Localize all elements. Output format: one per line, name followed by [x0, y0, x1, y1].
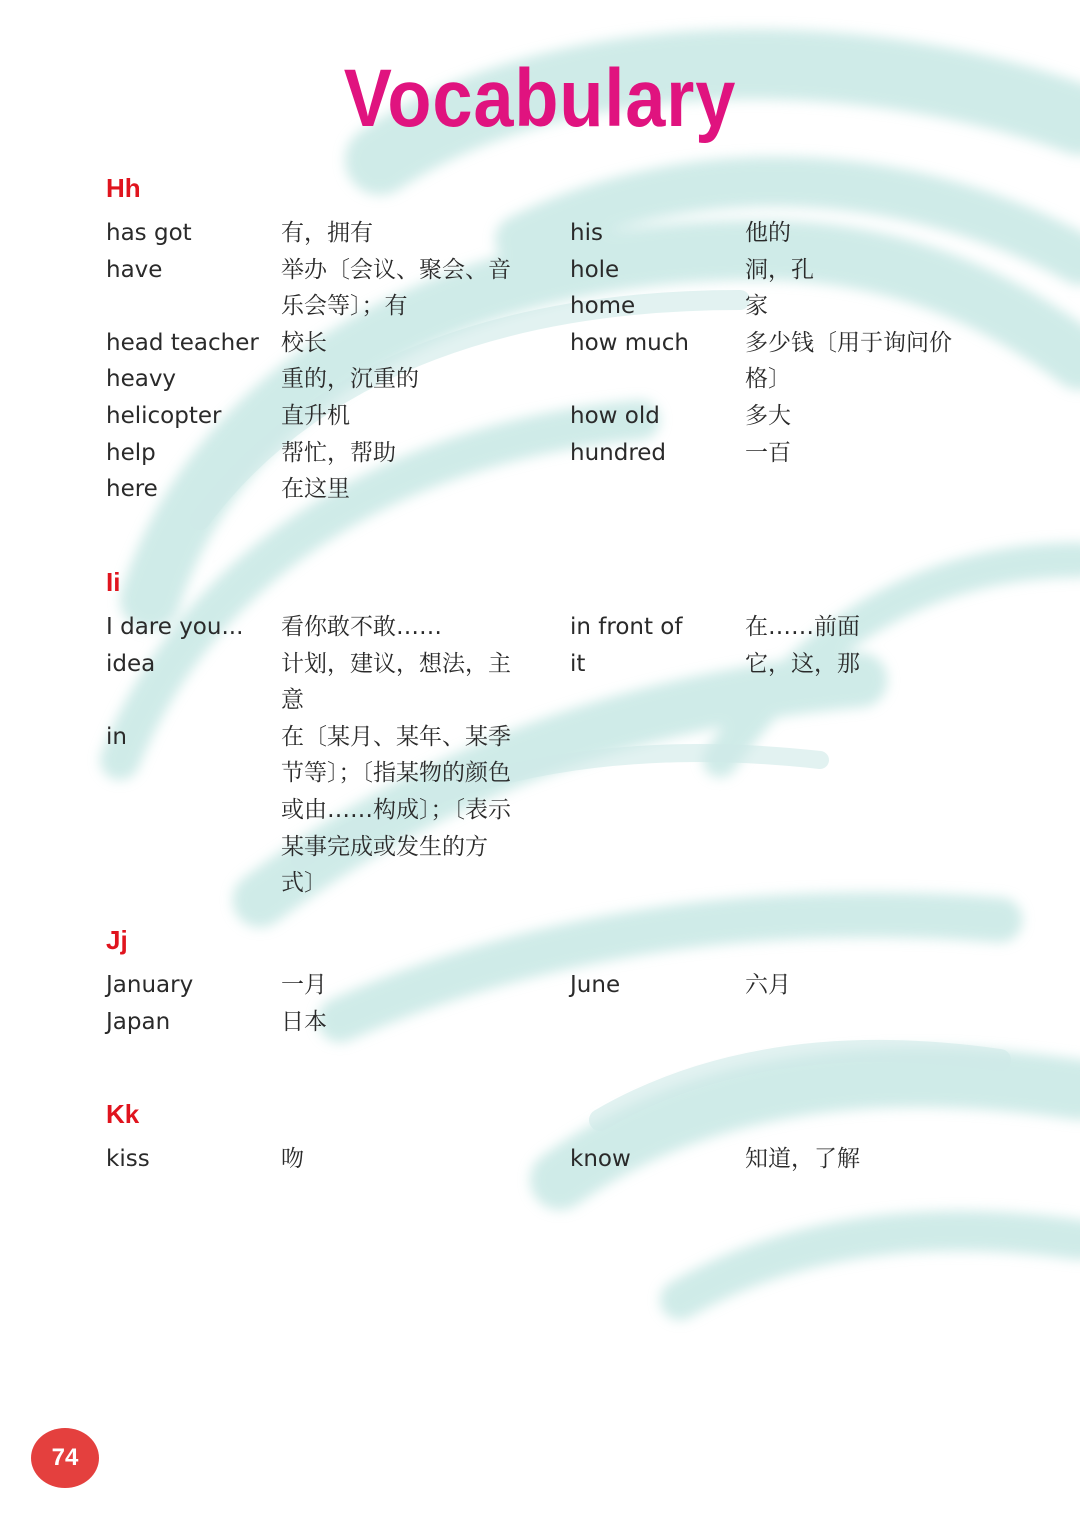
section-letter: Jj	[106, 925, 128, 955]
section-letter: Ii	[106, 567, 121, 597]
chinese-meaning: 在这里	[281, 476, 350, 503]
vocab-entry	[106, 609, 521, 646]
english-word: kiss	[106, 1146, 150, 1172]
vocab-entry	[570, 435, 980, 472]
vocab-entry	[106, 471, 521, 508]
chinese-meaning: 一百	[745, 439, 791, 466]
vocab-entry	[570, 967, 980, 1004]
vocab-entry	[570, 325, 980, 398]
chinese-meaning: 举办〔会议、聚会、音乐会等〕；有	[281, 256, 511, 320]
vocab-entry	[106, 215, 521, 252]
chinese-meaning: 一月	[281, 972, 327, 998]
english-word: in front of	[570, 614, 683, 640]
section-letter: Hh	[106, 173, 141, 203]
english-word: how much	[570, 329, 689, 356]
english-word: know	[570, 1146, 631, 1172]
chinese-meaning: 校长	[281, 329, 327, 356]
english-word: home	[570, 293, 636, 320]
vocab-column-left	[106, 1141, 521, 1178]
english-word: heavy	[106, 366, 177, 393]
vocab-entry	[106, 435, 521, 472]
english-word: June	[570, 972, 621, 998]
vocab-entry	[106, 646, 521, 719]
chinese-meaning: 多大	[745, 402, 791, 429]
vocab-column-right	[570, 215, 980, 471]
chinese-meaning: 在……前面	[745, 614, 860, 640]
vocab-entry	[570, 609, 980, 646]
vocab-entry	[570, 1141, 980, 1178]
vocab-column-left	[106, 215, 521, 508]
vocab-entry	[106, 1141, 521, 1178]
vocab-entry	[106, 719, 521, 902]
vocab-entry	[570, 398, 980, 435]
english-word: January	[106, 972, 194, 998]
vocab-entry	[570, 215, 980, 252]
page-number-badge: 74	[31, 1428, 99, 1488]
chinese-meaning: 有，拥有	[281, 220, 373, 246]
english-word: how old	[570, 402, 660, 429]
vocab-column-left	[106, 609, 521, 902]
english-word: here	[106, 476, 158, 503]
chinese-meaning: 洞，孔	[745, 256, 814, 283]
chinese-meaning: 重的，沉重的	[281, 366, 419, 393]
chinese-meaning: 它，这，那	[745, 650, 860, 677]
english-word: his	[570, 220, 603, 246]
chinese-meaning: 在〔某月、某年、某季节等〕；〔指某物的颜色或由……构成〕；〔表示某事完成或发生的方式〕	[281, 723, 511, 897]
english-word: Japan	[106, 1008, 171, 1035]
english-word: idea	[106, 650, 156, 677]
chinese-meaning: 六月	[745, 972, 791, 998]
english-word: helicopter	[106, 402, 222, 429]
english-word: head teacher	[106, 329, 259, 356]
vocab-entry	[106, 398, 521, 435]
vocab-column-right	[570, 1141, 980, 1178]
english-word: hole	[570, 256, 620, 283]
chinese-meaning: 计划，建议，想法，主意	[281, 650, 511, 714]
chinese-meaning: 多少钱〔用于询问价格〕	[745, 329, 952, 393]
english-word: hundred	[570, 439, 667, 466]
chinese-meaning: 吻	[281, 1146, 304, 1172]
chinese-meaning: 家	[745, 293, 768, 320]
english-word: help	[106, 439, 156, 466]
vocab-entry	[106, 361, 521, 398]
vocab-entry	[106, 1004, 521, 1041]
english-word: it	[570, 650, 586, 677]
chinese-meaning: 直升机	[281, 402, 350, 429]
vocab-column-left	[106, 967, 521, 1040]
english-word: have	[106, 256, 163, 283]
vocab-column-right	[570, 967, 980, 1004]
vocab-entry	[106, 967, 521, 1004]
chinese-meaning: 知道，了解	[745, 1146, 860, 1172]
vocab-entry	[570, 646, 980, 683]
vocab-entry	[106, 325, 521, 362]
chinese-meaning: 看你敢不敢……	[281, 614, 442, 640]
english-word: in	[106, 723, 127, 750]
chinese-meaning: 日本	[281, 1008, 327, 1035]
page-title: Vocabulary	[343, 53, 737, 144]
chinese-meaning: 帮忙，帮助	[281, 439, 396, 466]
english-word: has got	[106, 220, 192, 246]
section-letter: Kk	[106, 1099, 140, 1129]
english-word: I dare you...	[106, 614, 244, 640]
vocab-entry	[106, 252, 521, 325]
vocab-entry	[570, 252, 980, 289]
vocab-column-right	[570, 609, 980, 682]
chinese-meaning: 他的	[745, 220, 791, 246]
vocab-entry	[570, 288, 980, 325]
